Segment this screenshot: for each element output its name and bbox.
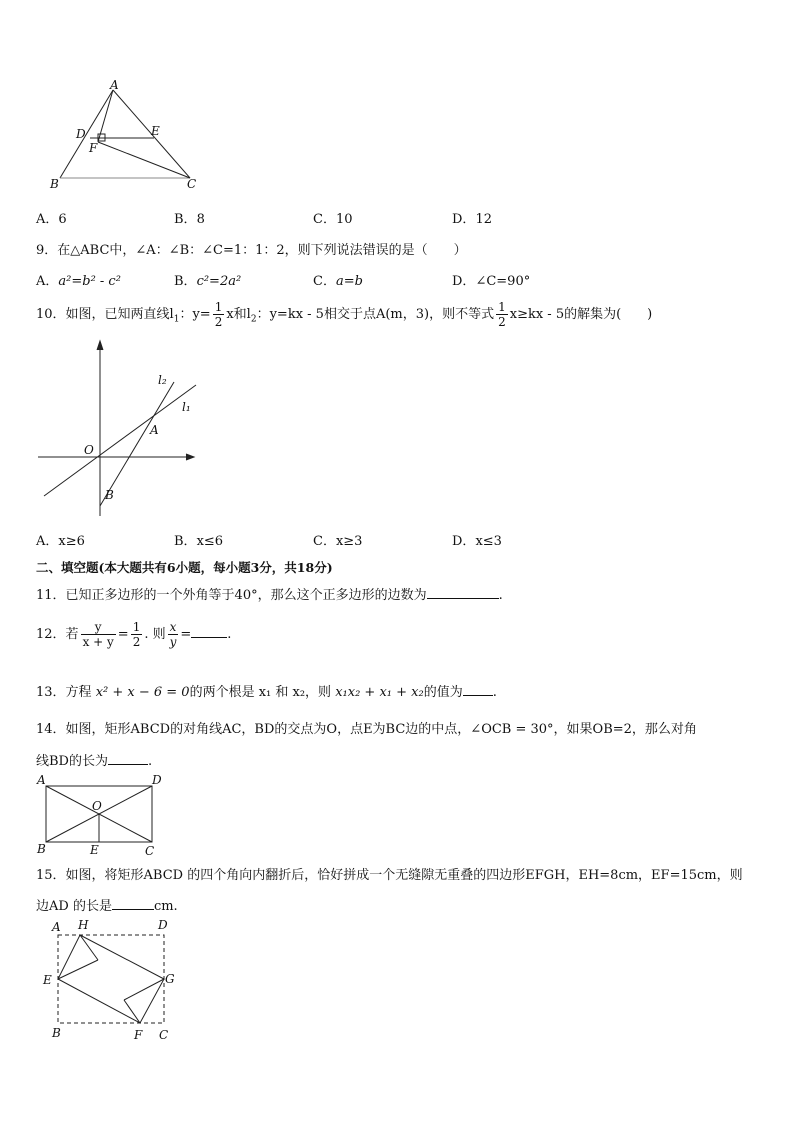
label-e: E xyxy=(43,973,52,987)
label-f: F xyxy=(134,1028,143,1042)
q12-stem: 12．若 $\frac{y}{x + y}$ = $\frac{1}{2}$ . 则 $\frac{x}{y}$ = . xyxy=(36,620,232,649)
fold-line-4 xyxy=(124,1000,140,1023)
figure-q10-lines xyxy=(34,338,204,520)
q10-option-c[interactable]: C．x≥3 xyxy=(313,534,363,549)
label-b: B xyxy=(105,488,114,502)
label-l1: l₁ xyxy=(182,400,191,414)
label-a: A xyxy=(150,423,159,437)
fraction-y-over-x-plus-y: $\frac{y}{x + y}$ xyxy=(82,620,114,649)
label-a: A xyxy=(110,80,119,92)
q15-stem-line2: 边AD 的长是 cm. xyxy=(36,899,178,914)
q14-stem-line1: 14．如图，矩形ABCD的对角线AC，BD的交点为O，点E为BC边的中点，∠OCB = 30°，如果OB=2，那么对角 xyxy=(36,722,697,737)
label-d: D xyxy=(152,773,162,787)
label-b: B xyxy=(50,177,59,191)
label-a: A xyxy=(37,773,46,787)
q13-answer-blank[interactable] xyxy=(463,683,493,696)
segment-fc xyxy=(98,142,190,178)
label-d: D xyxy=(76,127,86,141)
label-d: D xyxy=(158,918,168,932)
x-axis-arrow xyxy=(186,454,194,460)
label-g: G xyxy=(165,972,175,986)
quadrilateral-efgh xyxy=(58,935,164,1023)
fraction-one-half-2: $\frac{1}{2}$ xyxy=(498,300,506,329)
q10-stem: 10．如图，已知两直线$l_1$：y= $\frac{1}{2}$ x和$l_2$：y=kx - 5相交于点A(m，3)，则不等式 $\frac{1}{2}$ x≥kx - 5的解集为( ) xyxy=(36,300,653,329)
q9-option-b[interactable]: B．c²=2a² xyxy=(174,274,242,289)
label-c: C xyxy=(159,1028,169,1042)
label-e: E xyxy=(151,124,160,138)
fraction-x-over-y: $\frac{x}{y}$ xyxy=(169,620,177,649)
q10-option-b[interactable]: B．x≤6 xyxy=(174,534,224,549)
q10-option-a[interactable]: A．x≥6 xyxy=(36,534,85,549)
label-l2: l₂ xyxy=(158,373,167,387)
section-heading-fill-in: 二、填空题(本大题共有6小题，每小题3分，共18分) xyxy=(36,560,333,575)
q9-stem: 9．在△ABC中，∠A：∠B：∠C=1：1：2，则下列说法错误的是（ ） xyxy=(36,243,467,258)
q11-stem: 11．已知正多边形的一个外角等于40°，那么这个正多边形的边数为 . xyxy=(36,588,503,603)
q15-stem-line1: 15．如图，将矩形ABCD 的四个角向内翻折后，恰好拼成一个无缝隙无重叠的四边形EFGH，EH=8cm，EF=15cm，则 xyxy=(36,868,743,883)
line-l1 xyxy=(44,385,196,496)
q14-stem-line2: 线BD的长为 . xyxy=(36,754,153,769)
label-o: O xyxy=(84,443,94,457)
label-c: C xyxy=(187,177,197,191)
q8-option-a[interactable]: A．6 xyxy=(36,212,67,227)
label-h: H xyxy=(78,918,89,932)
q13-stem: 13．方程 x² + x − 6 = 0的两个根是 x₁ 和 x₂，则 x₁x₂ + x₁ + x₂的值为 . xyxy=(36,685,497,700)
label-b: B xyxy=(52,1026,61,1040)
q15-answer-blank[interactable] xyxy=(112,897,154,910)
fraction-one-half: $\frac{1}{2}$ xyxy=(214,300,223,329)
q8-option-b[interactable]: B．8 xyxy=(174,212,205,227)
y-axis-arrow xyxy=(97,341,103,350)
q14-answer-blank[interactable] xyxy=(108,752,148,765)
label-a: A xyxy=(52,920,61,934)
q9-option-c[interactable]: C．a=b xyxy=(313,274,363,289)
label-f: F xyxy=(89,141,98,155)
figure-q8-triangle xyxy=(40,80,210,195)
q9-option-a[interactable]: A．a²=b² - c² xyxy=(36,274,121,289)
fold-line-1 xyxy=(80,935,98,960)
label-b: B xyxy=(37,842,46,856)
figure-q15-folded-rectangle xyxy=(38,915,188,1045)
label-o: O xyxy=(92,799,102,813)
q8-option-c[interactable]: C．10 xyxy=(313,212,353,227)
fold-line-2 xyxy=(58,960,98,979)
q8-option-d[interactable]: D．12 xyxy=(452,212,492,227)
q12-answer-blank[interactable] xyxy=(191,625,227,638)
q9-option-d[interactable]: D．∠C=90° xyxy=(452,274,531,289)
label-e: E xyxy=(90,843,99,857)
fraction-one-half: $\frac{1}{2}$ xyxy=(132,620,141,649)
label-c: C xyxy=(145,844,155,858)
q11-answer-blank[interactable] xyxy=(427,586,499,599)
figure-q14-rectangle xyxy=(34,770,170,860)
q10-option-d[interactable]: D．x≤3 xyxy=(452,534,502,549)
